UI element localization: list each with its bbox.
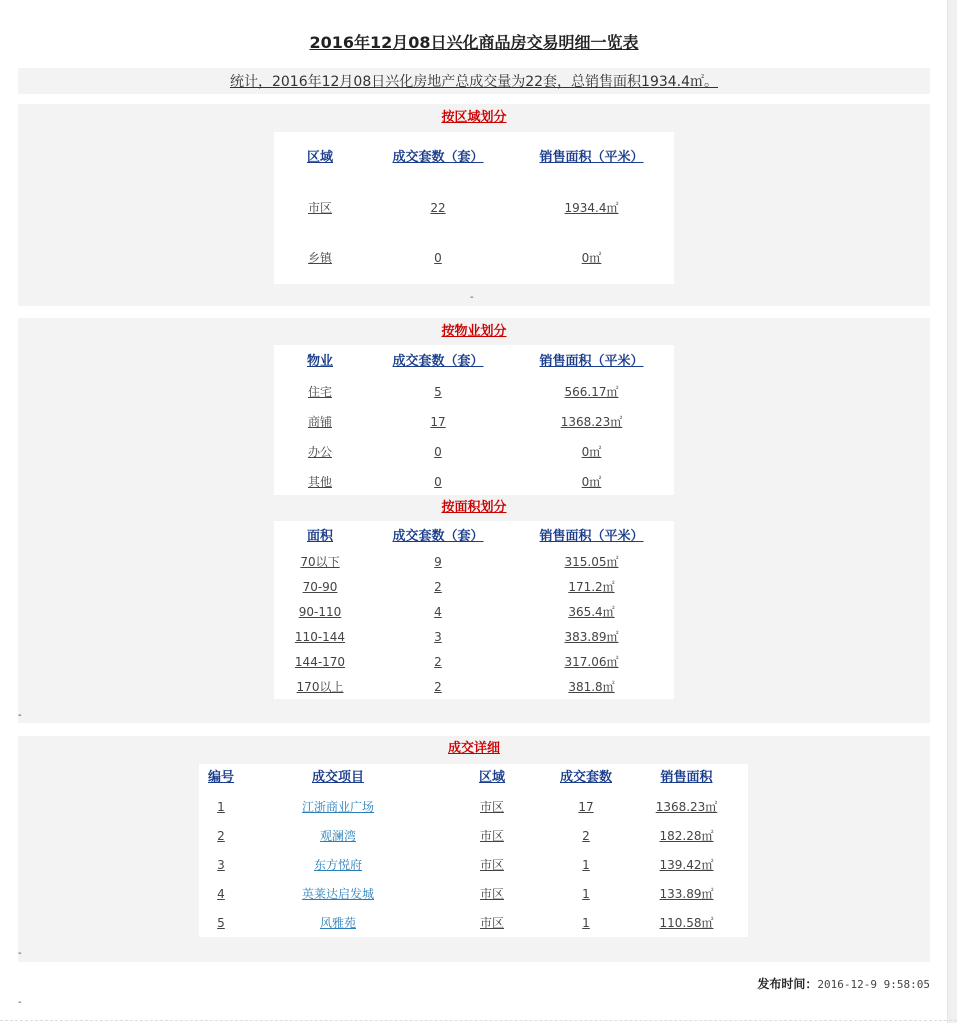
detail-header-count[interactable]: 成交套数 — [559, 770, 612, 785]
detail-project-link[interactable]: 观澜湾 — [319, 829, 356, 843]
separator-dash: - — [18, 997, 22, 1008]
region-section-title[interactable]: 按区域划分 — [441, 110, 507, 125]
bottom-divider — [0, 1020, 957, 1022]
region-size[interactable]: 0㎡ — [581, 251, 602, 265]
property-count[interactable]: 0 — [434, 475, 442, 489]
separator-dash: - — [470, 292, 474, 303]
detail-no[interactable]: 1 — [217, 800, 225, 814]
detail-project-link[interactable]: 东方悦府 — [313, 858, 362, 872]
detail-table — [199, 764, 748, 937]
property-size[interactable]: 566.17㎡ — [564, 385, 619, 399]
area-count[interactable]: 4 — [434, 605, 442, 619]
area-table — [274, 521, 674, 699]
detail-size[interactable]: 110.58㎡ — [659, 916, 714, 930]
region-size[interactable]: 1934.4㎡ — [564, 201, 619, 215]
detail-header-project[interactable]: 成交项目 — [311, 770, 364, 785]
detail-header-size[interactable]: 销售面积 — [660, 770, 713, 785]
detail-region[interactable]: 市区 — [479, 829, 504, 843]
area-count[interactable]: 3 — [434, 630, 442, 644]
detail-count[interactable]: 17 — [578, 800, 594, 814]
property-header-count[interactable]: 成交套数（套） — [392, 354, 484, 369]
property-size[interactable]: 0㎡ — [581, 445, 602, 459]
region-count[interactable]: 0 — [434, 251, 442, 265]
region-name[interactable]: 市区 — [307, 201, 332, 215]
property-header-type[interactable]: 物业 — [306, 354, 333, 369]
property-panel — [18, 318, 930, 723]
property-table — [274, 345, 674, 495]
detail-count[interactable]: 2 — [582, 829, 590, 843]
detail-region[interactable]: 市区 — [479, 800, 504, 814]
detail-size[interactable]: 133.89㎡ — [659, 887, 714, 901]
detail-no[interactable]: 3 — [217, 858, 225, 872]
separator-dash: - — [18, 948, 22, 959]
region-name[interactable]: 乡镇 — [307, 251, 332, 265]
detail-region[interactable]: 市区 — [479, 887, 504, 901]
property-count[interactable]: 0 — [434, 445, 442, 459]
region-header-count[interactable]: 成交套数（套） — [392, 150, 484, 165]
area-section-title[interactable]: 按面积划分 — [441, 500, 507, 515]
detail-size[interactable]: 1368.23㎡ — [655, 800, 718, 814]
detail-count[interactable]: 1 — [582, 858, 590, 872]
publish-time-label: 发布时间： — [757, 977, 818, 991]
property-section-title[interactable]: 按物业划分 — [441, 324, 507, 339]
region-header-area[interactable]: 区域 — [306, 150, 333, 165]
property-type[interactable]: 其他 — [307, 475, 332, 489]
property-size[interactable]: 0㎡ — [581, 475, 602, 489]
detail-no[interactable]: 2 — [217, 829, 225, 843]
page-title: 2016年12月08日兴化商品房交易明细一览表 — [309, 33, 639, 52]
area-count[interactable]: 2 — [434, 655, 442, 669]
detail-project-link[interactable]: 江浙商业广场 — [301, 800, 374, 814]
property-count[interactable]: 17 — [430, 415, 446, 429]
summary-text: 统计，2016年12月08日兴化房地产总成交量为22套，总销售面积1934.4㎡。 — [18, 68, 930, 94]
detail-project-link[interactable]: 风雅苑 — [319, 916, 356, 930]
publish-time-value: 2016-12-9 9:58:05 — [817, 978, 930, 991]
area-size[interactable]: 171.2㎡ — [568, 580, 615, 594]
detail-no[interactable]: 4 — [217, 887, 225, 901]
detail-header-no[interactable]: 编号 — [207, 770, 234, 785]
area-size[interactable]: 317.06㎡ — [564, 655, 619, 669]
detail-section-title[interactable]: 成交详细 — [447, 741, 500, 756]
area-header-range[interactable]: 面积 — [306, 529, 333, 544]
area-header-size[interactable]: 销售面积（平米） — [539, 529, 644, 544]
area-count[interactable]: 2 — [434, 680, 442, 694]
detail-count[interactable]: 1 — [582, 916, 590, 930]
area-size[interactable]: 365.4㎡ — [568, 605, 615, 619]
area-range[interactable]: 70以下 — [300, 555, 340, 569]
detail-region[interactable]: 市区 — [479, 916, 504, 930]
detail-project-link[interactable]: 英莱达启发城 — [301, 887, 374, 901]
area-header-count[interactable]: 成交套数（套） — [392, 529, 484, 544]
property-type[interactable]: 商铺 — [307, 415, 332, 429]
detail-region[interactable]: 市区 — [479, 858, 504, 872]
property-count[interactable]: 5 — [434, 385, 442, 399]
detail-size[interactable]: 139.42㎡ — [659, 858, 714, 872]
separator-dash: - — [18, 710, 22, 721]
area-size[interactable]: 383.89㎡ — [564, 630, 619, 644]
detail-no[interactable]: 5 — [217, 916, 225, 930]
detail-size[interactable]: 182.28㎡ — [659, 829, 714, 843]
detail-count[interactable]: 1 — [582, 887, 590, 901]
region-panel — [18, 104, 930, 306]
property-size[interactable]: 1368.23㎡ — [560, 415, 623, 429]
publish-time — [757, 975, 930, 992]
area-range[interactable]: 170以上 — [296, 680, 344, 694]
area-range[interactable]: 70-90 — [302, 580, 338, 594]
area-range[interactable]: 90-110 — [298, 605, 342, 619]
area-range[interactable]: 110-144 — [294, 630, 346, 644]
area-size[interactable]: 381.8㎡ — [568, 680, 615, 694]
area-range[interactable]: 144-170 — [294, 655, 346, 669]
property-type[interactable]: 住宅 — [307, 385, 332, 399]
area-count[interactable]: 2 — [434, 580, 442, 594]
area-count[interactable]: 9 — [434, 555, 442, 569]
region-header-size[interactable]: 销售面积（平米） — [539, 150, 644, 165]
region-count[interactable]: 22 — [430, 201, 446, 215]
detail-header-region[interactable]: 区域 — [478, 770, 505, 785]
region-table — [274, 132, 674, 284]
property-type[interactable]: 办公 — [307, 445, 332, 459]
vertical-scrollbar[interactable] — [947, 0, 957, 1023]
property-header-size[interactable]: 销售面积（平米） — [539, 354, 644, 369]
detail-panel — [18, 736, 930, 962]
area-size[interactable]: 315.05㎡ — [564, 555, 619, 569]
